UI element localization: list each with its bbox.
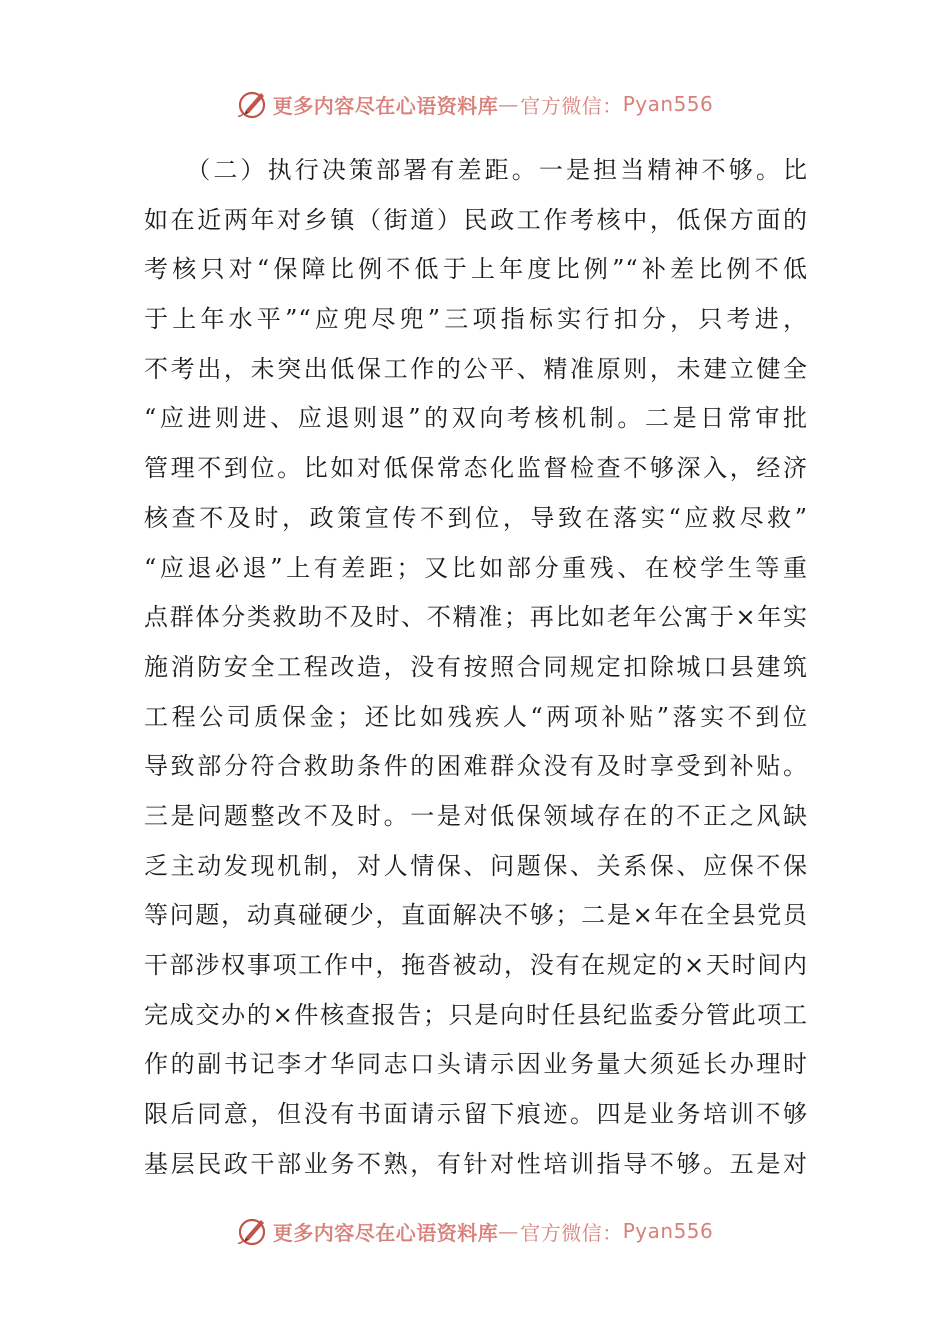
watermark-wechat-id: Pyan556 bbox=[622, 92, 714, 116]
pen-logo-icon bbox=[237, 1215, 269, 1247]
body-line: 限后同意，但没有书面请示留下痕迹。四是业务培训不够 bbox=[144, 1100, 808, 1129]
body-line: 核查不及时，政策宣传不到位，导致在落实“应救尽救” bbox=[144, 503, 808, 532]
watermark-header bbox=[0, 84, 950, 124]
body-line: 导致部分符合救助条件的困难群众没有及时享受到补贴。 bbox=[144, 752, 808, 781]
watermark-wechat-id: Pyan556 bbox=[622, 1219, 714, 1243]
body-line: 等问题，动真碰硬少，直面解决不够；二是×年在全县党员 bbox=[144, 901, 808, 930]
watermark-separator: — bbox=[498, 1219, 521, 1243]
body-line: 不考出，未突出低保工作的公平、精准原则，未建立健全 bbox=[144, 354, 808, 383]
body-line: 基层民政干部业务不熟，有针对性培训指导不够。五是对 bbox=[144, 1149, 808, 1178]
body-line: 完成交办的×件核查报告；只是向时任县纪监委分管此项工 bbox=[144, 1000, 808, 1029]
body-line: “应退必退”上有差距；又比如部分重残、在校学生等重 bbox=[144, 553, 808, 582]
body-line: （二）执行决策部署有差距。一是担当精神不够。比 bbox=[144, 156, 808, 184]
body-line: 点群体分类救助不及时、不精准；再比如老年公寓于×年实 bbox=[144, 603, 808, 632]
watermark-wechat-label: 官方微信： bbox=[520, 1220, 623, 1245]
document-body bbox=[144, 146, 808, 1189]
body-line: 工程公司质保金；还比如残疾人“两项补贴”落实不到位 bbox=[144, 702, 808, 731]
watermark-footer bbox=[0, 1211, 950, 1251]
body-line: 干部涉权事项工作中，拖沓被动，没有在规定的×天时间内 bbox=[144, 951, 808, 979]
body-line: 于上年水平”“应兜尽兜”三项指标实行扣分，只考进， bbox=[144, 305, 808, 334]
pen-logo-icon bbox=[237, 88, 269, 120]
body-line: 如在近两年对乡镇（街道）民政工作考核中，低保方面的 bbox=[144, 205, 808, 234]
body-line: 乏主动发现机制，对人情保、问题保、关系保、应保不保 bbox=[144, 851, 808, 880]
body-line: 考核只对“保障比例不低于上年度比例”“补差比例不低 bbox=[144, 255, 808, 284]
body-line: 作的副书记李才华同志口头请示因业务量大须延长办理时 bbox=[144, 1050, 808, 1079]
body-line: “应进则进、应退则退”的双向考核机制。二是日常审批 bbox=[144, 404, 808, 433]
watermark-brand: 更多内容尽在心语资料库 bbox=[272, 1220, 499, 1245]
watermark-brand: 更多内容尽在心语资料库 bbox=[272, 93, 499, 118]
body-line: 三是问题整改不及时。一是对低保领域存在的不正之风缺 bbox=[144, 801, 808, 830]
watermark-wechat-label: 官方微信： bbox=[520, 93, 623, 118]
watermark-separator: — bbox=[498, 92, 521, 116]
body-line: 施消防安全工程改造，没有按照合同规定扣除城口县建筑 bbox=[144, 652, 808, 681]
body-line: 管理不到位。比如对低保常态化监督检查不够深入，经济 bbox=[144, 454, 808, 483]
